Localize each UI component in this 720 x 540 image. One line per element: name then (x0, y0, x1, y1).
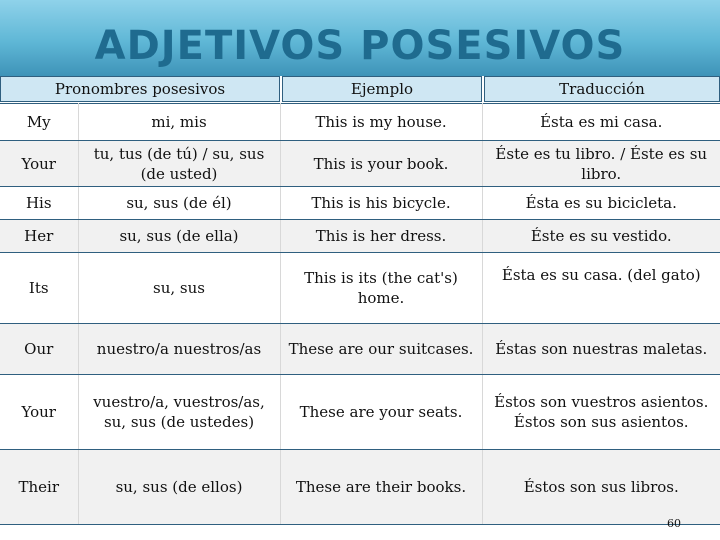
header-translation: Traducción (484, 76, 720, 102)
example-highlight: their (375, 478, 413, 496)
translation-cell: Éstas son nuestras maletas. (482, 324, 720, 375)
possessives-table (0, 103, 720, 525)
translation-cell: Éste es su vestido. (482, 220, 720, 253)
example-highlight: my (369, 113, 393, 131)
pronoun-cell: Your (0, 375, 78, 450)
header-possessives: Pronombres posesivos (0, 76, 280, 102)
page-number: 60 (667, 517, 681, 530)
possessive-cell: su, sus (de él) (78, 187, 280, 220)
example-highlight: your (379, 403, 414, 421)
slide-title: ADJETIVOS POSESIVOS (94, 23, 626, 69)
example-cell (280, 324, 482, 375)
possessive-cell: su, sus (de ellos) (78, 450, 280, 525)
example-text: books. (412, 478, 467, 496)
pronoun-cell: Your (0, 141, 78, 187)
possessive-cell: su, sus (78, 253, 280, 324)
example-highlight: its (358, 269, 377, 287)
example-text: These are (295, 478, 376, 496)
example-text: house. (392, 113, 447, 131)
table-row (0, 141, 720, 187)
example-text: These are (299, 403, 380, 421)
example-text: seats. (413, 403, 463, 421)
translation-cell: Ésta es su casa. (del gato) (482, 253, 720, 324)
example-highlight: his (365, 194, 388, 212)
possessive-cell: su, sus (de ella) (78, 220, 280, 253)
table-row (0, 104, 720, 141)
possessive-cell: nuestro/a nuestros/as (78, 324, 280, 375)
example-text: dress. (395, 227, 447, 245)
example-text: book. (402, 154, 449, 173)
possessive-cell: mi, mis (78, 104, 280, 141)
example-cell (280, 104, 482, 141)
table-row (0, 220, 720, 253)
example-highlight: our (368, 340, 395, 358)
table-row (0, 450, 720, 525)
example-cell (280, 187, 482, 220)
pronoun-cell: Our (0, 324, 78, 375)
possessive-cell: vuestro/a, vuestros/as, su, sus (de ustedes) (78, 375, 280, 450)
translation-cell: Ésta es su bicicleta. (482, 187, 720, 220)
example-text: (the cat's) home. (357, 269, 458, 307)
header-example: Ejemplo (282, 76, 482, 102)
example-cell (280, 253, 482, 324)
translation-cell: Ésta es mi casa. (482, 104, 720, 141)
example-text: This is (304, 269, 359, 287)
table-row (0, 375, 720, 450)
example-cell (280, 220, 482, 253)
example-text: These are (288, 340, 369, 358)
example-text: This is (315, 227, 370, 245)
example-text: This is (311, 194, 366, 212)
pronoun-cell: My (0, 104, 78, 141)
example-text: This is (313, 154, 368, 173)
table-row (0, 187, 720, 220)
table-row (0, 253, 720, 324)
example-highlight: your (367, 154, 403, 173)
pronoun-cell: Their (0, 450, 78, 525)
example-cell (280, 141, 482, 187)
pronoun-cell: His (0, 187, 78, 220)
example-highlight: her (369, 227, 396, 245)
example-text: This is (315, 113, 370, 131)
example-text: bicycle. (387, 194, 451, 212)
translation-cell: Éste es tu libro. / Éste es su libro. (482, 141, 720, 187)
example-cell (280, 450, 482, 525)
pronoun-cell: Its (0, 253, 78, 324)
possessive-cell: tu, tus (de tú) / su, sus (de usted) (78, 141, 280, 187)
translation-cell: Éstos son vuestros asientos. Éstos son sus asientos. (482, 375, 720, 450)
table-row (0, 324, 720, 375)
example-cell (280, 375, 482, 450)
example-text: suitcases. (394, 340, 474, 358)
translation-cell: Éstos son sus libros. (482, 450, 720, 525)
pronoun-cell: Her (0, 220, 78, 253)
